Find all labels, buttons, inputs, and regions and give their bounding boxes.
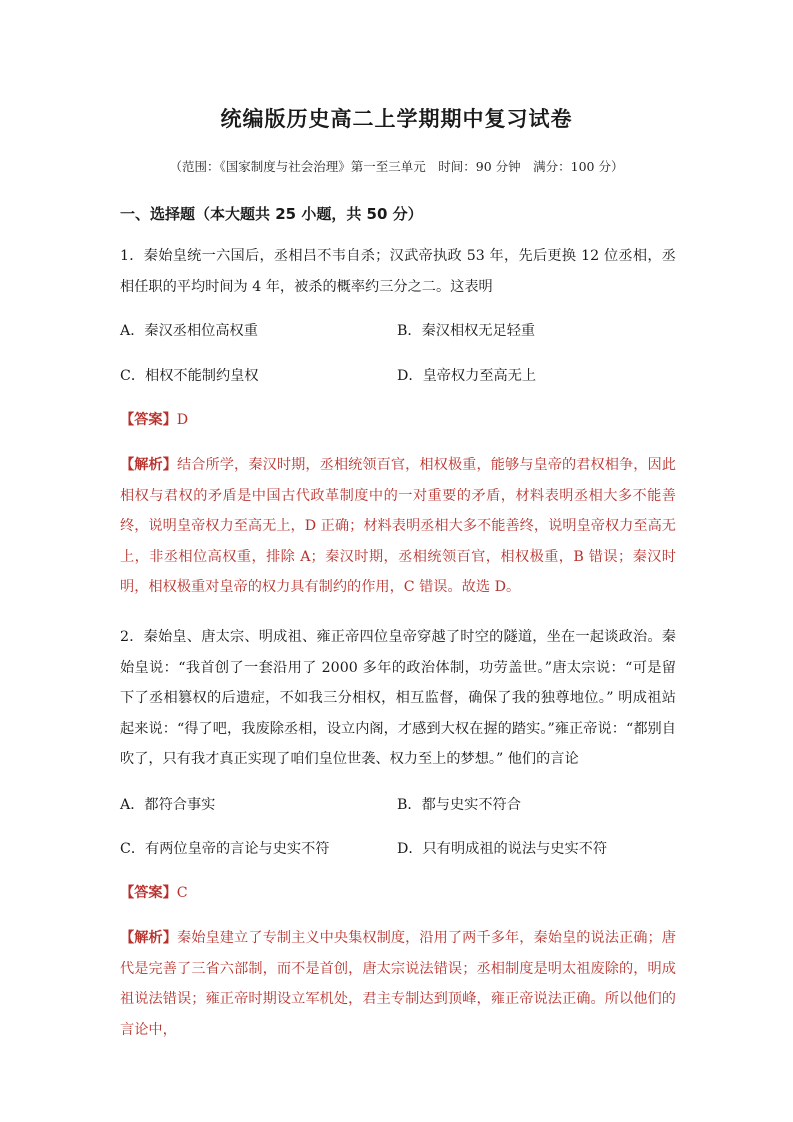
question-2-answer [120, 883, 188, 903]
question-1-option-c: C．相权不能制约皇权 [120, 368, 259, 384]
section-heading: 一、选择题（本大题共 25 小题，共 50 分） [120, 205, 423, 223]
question-2-option-d: D．只有明成祖的说法与史实不符 [397, 841, 608, 857]
question-2-option-b: B．都与史实不符合 [397, 797, 521, 813]
question-1-option-d: D．皇帝权力至高无上 [397, 368, 537, 384]
question-1-option-b: B．秦汉相权无足轻重 [397, 323, 536, 339]
document-title: 统编版历史高二上学期期中复习试卷 [220, 107, 573, 131]
question-2-analysis [120, 923, 676, 1045]
question-1-answer [120, 410, 188, 430]
analysis-tag: 【解析】 [120, 457, 178, 473]
answer-tag: 【答案】 [120, 885, 177, 901]
analysis-tag: 【解析】 [120, 930, 178, 946]
question-2-option-c: C．有两位皇帝的言论与史实不符 [120, 841, 330, 857]
question-2-option-a: A．都符合事实 [120, 797, 216, 813]
answer-tag: 【答案】 [120, 412, 177, 428]
exam-scope-info: （范围：《国家制度与社会治理》第一至三单元 时间：90 分钟 满分：100 分） [169, 159, 624, 174]
question-1-option-a: A．秦汉丞相位高权重 [120, 323, 258, 339]
question-1-analysis [120, 450, 676, 603]
question-1-stem: 1．秦始皇统一六国后，丞相吕不韦自杀；汉武帝执政 53 年，先后更换 12 位丞相，丞相任职的平均时间为 4 年，被杀的概率约三分之二。这表明 [120, 248, 676, 295]
question-2-stem: 2．秦始皇、唐太宗、明成祖、雍正帝四位皇帝穿越了时空的隧道，坐在一起谈政治。秦始皇说：“我首创了一套沿用了 2000 多年的政治体制，功劳盖世。”唐太宗说：“可是留下了丞相篡权的后遗症，不如我三分相权，相互监督，确保了我的独尊地位。” 明成祖站起来说：“得了吧，我废除丞相，设立内阁，才感到大权在握的踏实。”雍正帝说：“都别自吹了，只有我才真正实现了咱们皇位世袭、权力至上的梦想。” 他们的言论 [120, 629, 676, 767]
analysis-text: 结合所学，秦汉时期，丞相统领百官，相权极重，能够与皇帝的君权相争，因此相权与君权的矛盾是中国古代政革制度中的一对重要的矛盾，材料表明丞相大多不能善终，说明皇帝权力至高无上，D 正确；材料表明丞相大多不能善终，说明皇帝权力至高无上，非丞相位高权重，排除 A；秦汉时期，丞相统领百官，相权极重，B 错误；秦汉时明，相权极重对皇帝的权力具有制约的作用，C 错误。故选 D。 [120, 457, 676, 595]
answer-value: C [176, 885, 188, 901]
answer-value: D [176, 412, 189, 428]
analysis-text: 秦始皇建立了专制主义中央集权制度，沿用了两千多年，秦始皇的说法正确；唐代是完善了三省六部制，而不是首创，唐太宗说法错误；丞相制度是明太祖废除的，明成祖说法错误；雍正帝时期设立军机处，君主专制达到顶峰，雍正帝说法正确。所以他们的言论中， [120, 930, 676, 1038]
